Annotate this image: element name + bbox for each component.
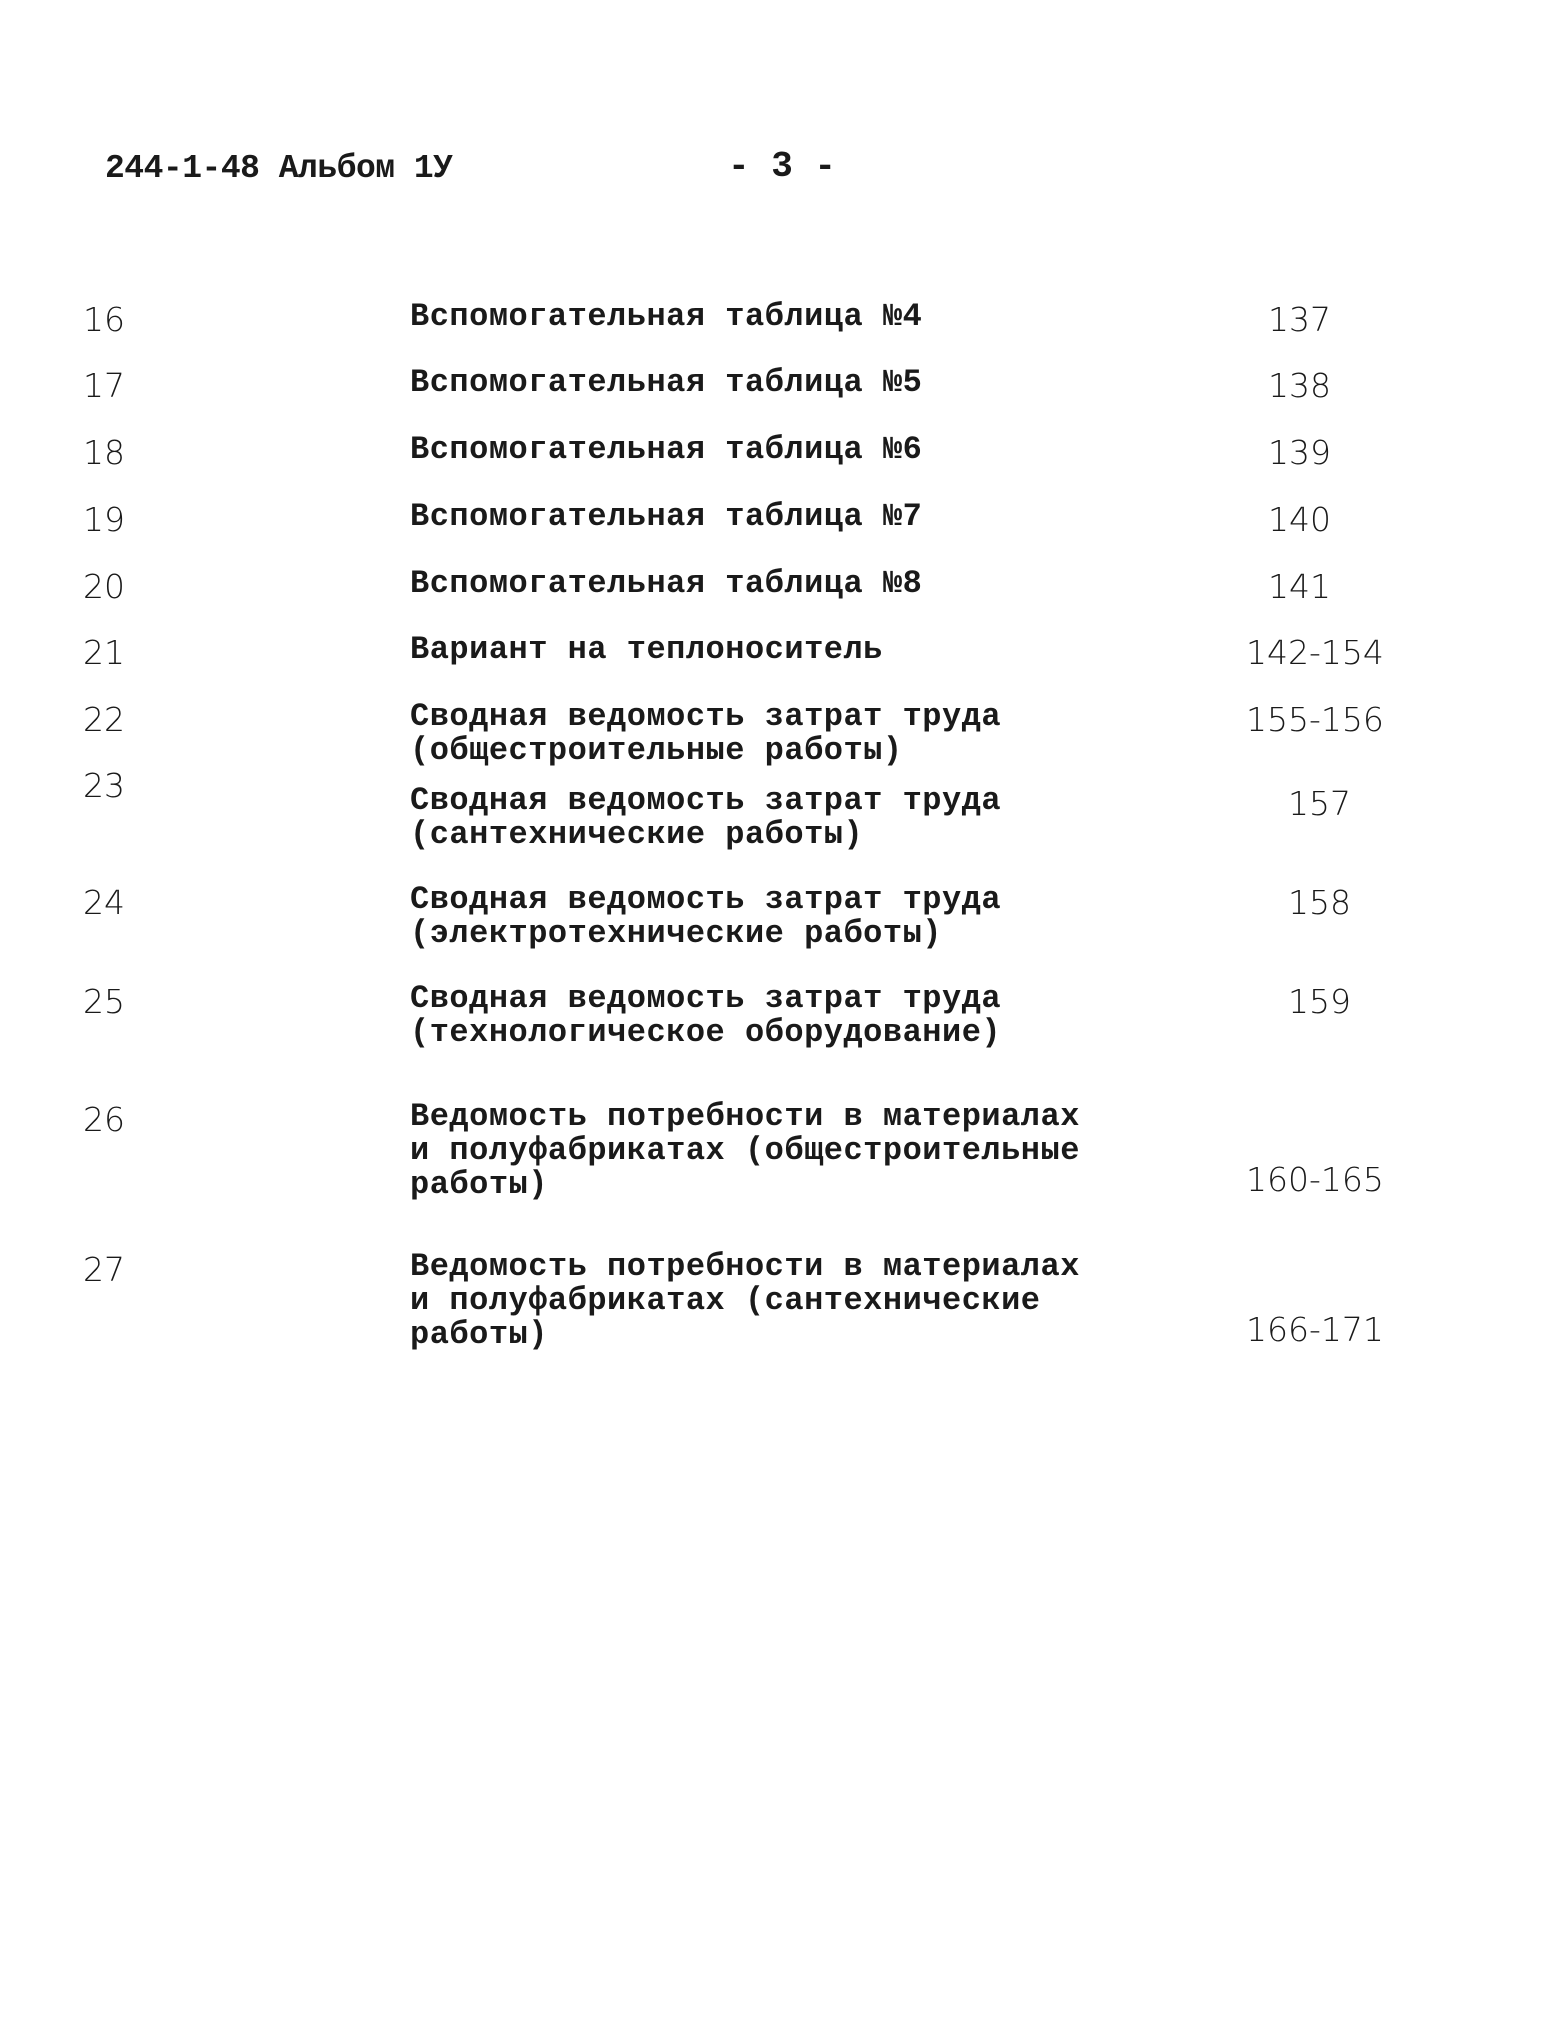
entry-title: Вспомогательная таблица №4 (410, 298, 923, 335)
entry-page: 160-165 (1246, 1160, 1384, 1199)
entry-number: 19 (83, 500, 125, 539)
entry-page: 140 (1268, 500, 1331, 539)
document-header-code: 244-1-48 Альбом 1У (105, 150, 453, 187)
entry-page: 158 (1288, 883, 1351, 922)
entry-title: Вспомогательная таблица №8 (410, 565, 923, 602)
entry-number: 23 (83, 766, 125, 805)
entry-number: 27 (83, 1250, 125, 1289)
entry-title: Вспомогательная таблица №5 (410, 364, 923, 401)
entry-title: Вспомогательная таблица №6 (410, 431, 923, 468)
entry-number: 26 (83, 1100, 125, 1139)
entry-title: Сводная ведомость затрат труда (электротехнические работы) (410, 881, 1002, 952)
entry-title: Вариант на теплоноситель (410, 631, 883, 668)
entry-page: 155-156 (1246, 700, 1384, 739)
entry-title: Сводная ведомость затрат труда (технологическое оборудование) (410, 980, 1002, 1051)
entry-page: 138 (1268, 366, 1331, 405)
entry-page: 139 (1268, 433, 1331, 472)
entry-title: Ведомость потребности в материалах и полуфабрикатах (общестроительные работы) (410, 1098, 1080, 1203)
entry-title: Вспомогательная таблица №7 (410, 498, 923, 535)
entry-number: 22 (83, 700, 125, 739)
entry-title: Сводная ведомость затрат труда (сантехнические работы) (410, 782, 1002, 853)
entry-page: 159 (1288, 982, 1351, 1021)
entry-title: Ведомость потребности в материалах и полуфабрикатах (сантехнические работы) (410, 1248, 1080, 1353)
entry-number: 20 (83, 567, 125, 606)
entry-page: 142-154 (1246, 633, 1384, 672)
entry-page: 141 (1268, 567, 1331, 606)
document-page-number: - 3 - (728, 146, 837, 187)
entry-number: 17 (83, 366, 125, 405)
entry-title: Сводная ведомость затрат труда (общестроительные работы) (410, 698, 1002, 769)
entry-number: 21 (83, 633, 125, 672)
entry-number: 25 (83, 982, 125, 1021)
entry-number: 18 (83, 433, 125, 472)
entry-page: 166-171 (1246, 1310, 1384, 1349)
entry-number: 16 (83, 300, 125, 339)
entry-number: 24 (83, 883, 125, 922)
entry-page: 137 (1268, 300, 1331, 339)
entry-page: 157 (1288, 784, 1351, 823)
